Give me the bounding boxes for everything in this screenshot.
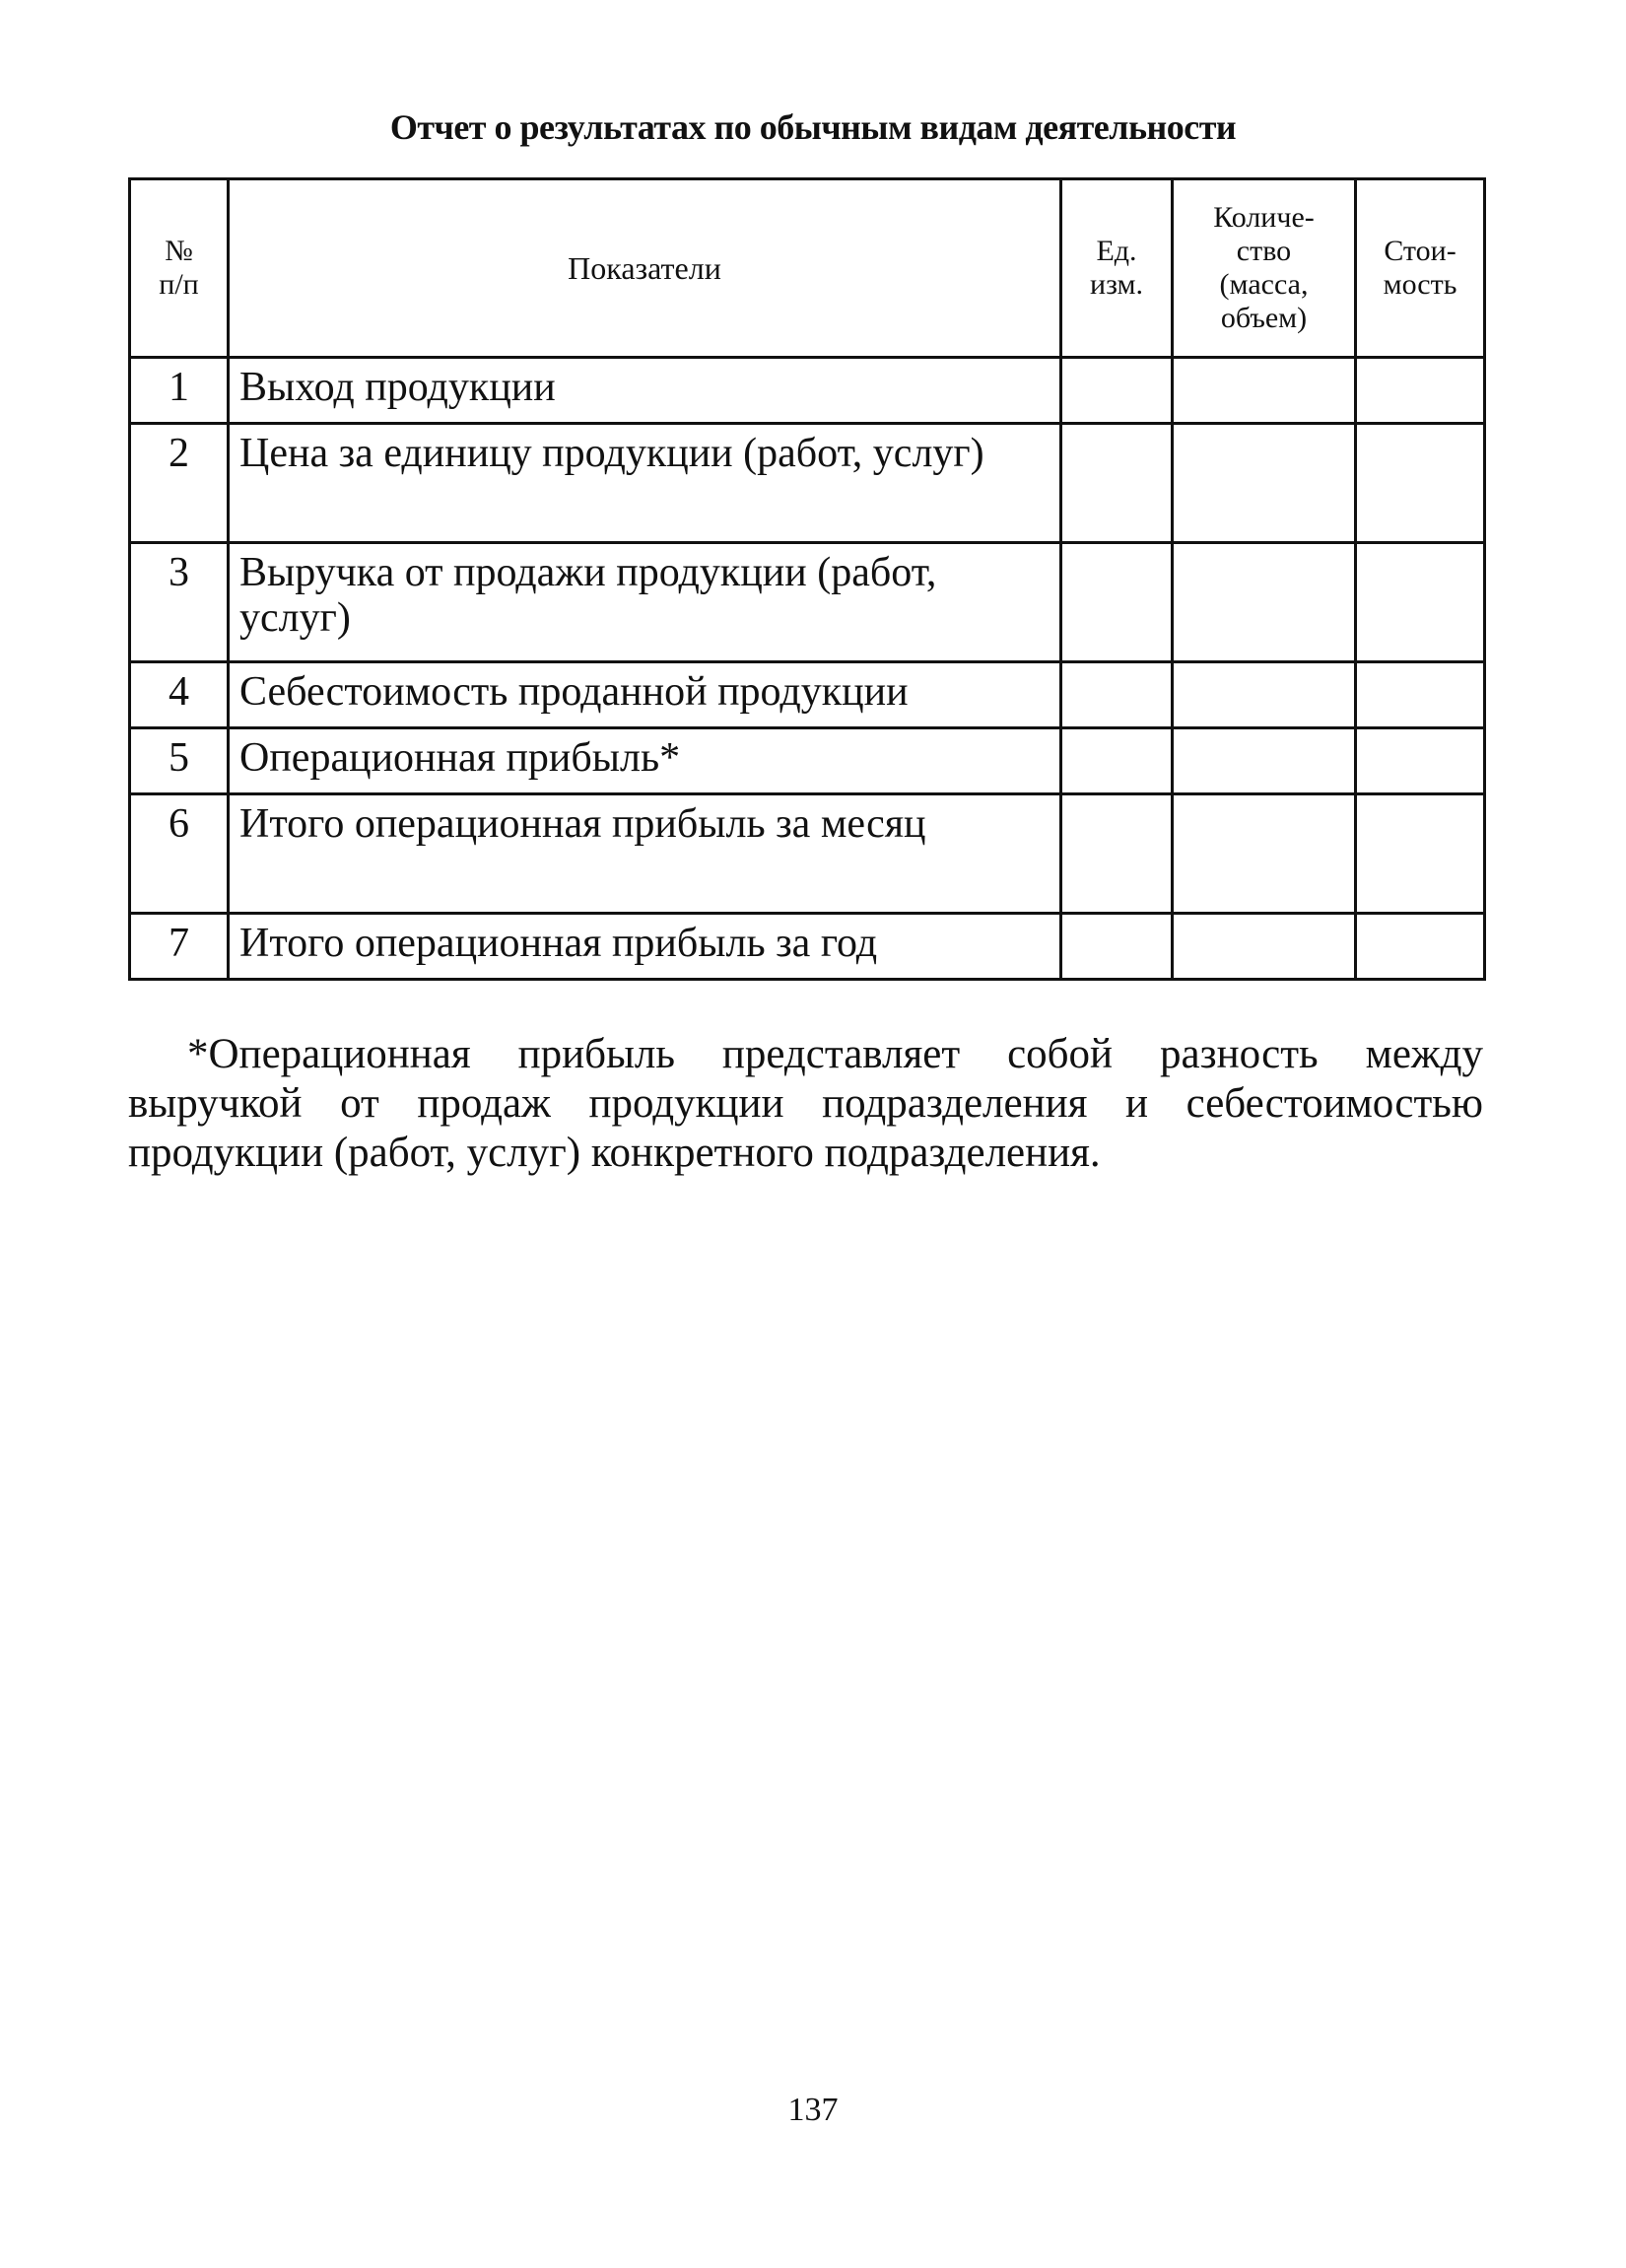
row-unit <box>1061 728 1173 794</box>
header-indicators: Показатели <box>229 179 1061 358</box>
row-cost <box>1356 543 1485 662</box>
row-indicator: Итого операционная прибыль за месяц <box>229 794 1061 914</box>
row-number: 5 <box>130 728 229 794</box>
header-number: № п/п <box>130 179 229 358</box>
row-quantity <box>1173 728 1356 794</box>
footnote-text: *Операционная прибыль представляет собой разность между выручкой от продаж продукции подразделения и себестоимостью продукции (работ, услуг) конкретного подразделения. <box>128 1031 1483 1176</box>
row-number: 1 <box>130 358 229 424</box>
row-unit <box>1061 424 1173 543</box>
row-cost <box>1356 358 1485 424</box>
table-row <box>130 794 1485 914</box>
row-indicator: Итого операционная прибыль за год <box>229 914 1061 980</box>
report-table <box>128 177 1486 981</box>
row-cost <box>1356 424 1485 543</box>
table-row <box>130 424 1485 543</box>
row-unit <box>1061 794 1173 914</box>
row-quantity <box>1173 794 1356 914</box>
table-header-row <box>130 179 1485 358</box>
row-quantity <box>1173 424 1356 543</box>
header-cost: Стои- мость <box>1356 179 1485 358</box>
row-quantity <box>1173 662 1356 728</box>
row-quantity <box>1173 914 1356 980</box>
row-indicator: Выручка от продажи продукции (работ, услуг) <box>229 543 1061 662</box>
row-cost <box>1356 794 1485 914</box>
row-indicator: Выход продукции <box>229 358 1061 424</box>
page-number: 137 <box>787 2092 839 2128</box>
row-number: 4 <box>130 662 229 728</box>
header-quantity: Количе- ство (масса, объем) <box>1173 179 1356 358</box>
table-row <box>130 728 1485 794</box>
row-cost <box>1356 728 1485 794</box>
row-unit <box>1061 914 1173 980</box>
report-title: Отчет о результатах по обычным видам деятельности <box>389 107 1237 147</box>
row-number: 3 <box>130 543 229 662</box>
row-indicator: Себестоимость проданной продукции <box>229 662 1061 728</box>
row-number: 2 <box>130 424 229 543</box>
row-unit <box>1061 543 1173 662</box>
row-unit <box>1061 662 1173 728</box>
table-row <box>130 914 1485 980</box>
header-unit: Ед. изм. <box>1061 179 1173 358</box>
row-indicator: Операционная прибыль* <box>229 728 1061 794</box>
row-quantity <box>1173 543 1356 662</box>
row-indicator: Цена за единицу продукции (работ, услуг) <box>229 424 1061 543</box>
row-quantity <box>1173 358 1356 424</box>
table-row <box>130 358 1485 424</box>
table-row <box>130 662 1485 728</box>
row-cost <box>1356 662 1485 728</box>
row-unit <box>1061 358 1173 424</box>
row-cost <box>1356 914 1485 980</box>
row-number: 7 <box>130 914 229 980</box>
row-number: 6 <box>130 794 229 914</box>
table-row <box>130 543 1485 662</box>
